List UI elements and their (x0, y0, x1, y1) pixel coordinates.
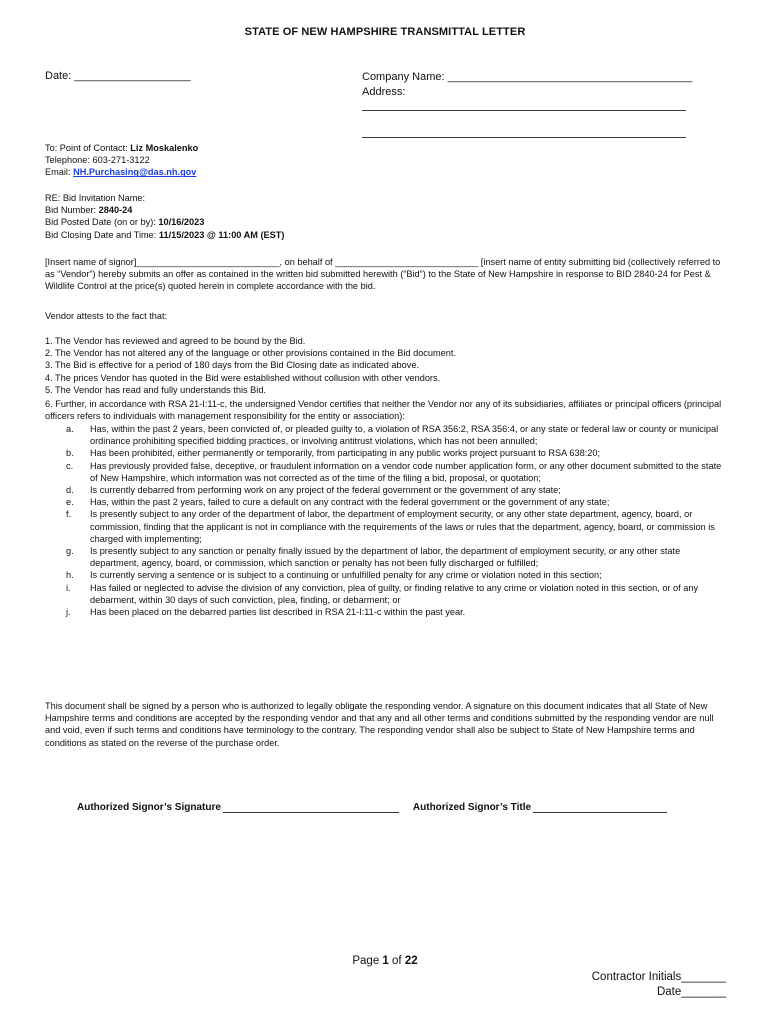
email-link[interactable]: NH.Purchasing@das.nh.gov (73, 167, 197, 178)
sublist-letter: j. (66, 607, 71, 618)
list-item: 2. The Vendor has not altered any of the language or other provisions contained in the Bid document. (45, 348, 456, 359)
sublist-letter: g. (66, 546, 74, 557)
closing-date-label: Bid Closing Date and Time: (45, 229, 157, 240)
sublist-text: Is presently subject to any sanction or penalty finally issued by the department of labor, the department of employment security, or any other state department, agency, board, or commission, which sanction or penalty has not been fully discharged or fulfilled; (90, 546, 681, 569)
offer-paragraph: [Insert name of signor]____________________________, on behalf of ____________________________ [insert name of entity submitting bid (collectively referred to as “Vendor”) hereby submits an offer as contained in the written bid submitted herewith (“Bid”) to the State of New Hampshire in response to BID 2840-24 for Pest & Wildlife Control at the price(s) quoted herein in complete accordance with the bid. (45, 257, 721, 292)
contact-name: Liz Moskalenko (130, 143, 199, 153)
sublist-letter: f. (66, 509, 72, 520)
address-line-1 (362, 110, 686, 111)
sublist-item (66, 569, 726, 581)
signor-title-line[interactable] (533, 802, 667, 813)
company-block (362, 70, 692, 100)
sublist-item (66, 606, 726, 618)
sublist-letter: i. (66, 582, 71, 593)
page-current: 1 (382, 955, 389, 967)
sublist-text: Has been placed on the debarred parties list described in RSA 21-I:11-c within the past year. (90, 607, 466, 618)
sublist-letter: b. (66, 448, 74, 459)
page-number (0, 955, 770, 967)
sublist-item (66, 484, 726, 496)
contractor-initials: Contractor Initials_______ (591, 971, 726, 983)
page-of: of (392, 955, 402, 967)
list-item: 1. The Vendor has reviewed and agreed to be bound by the Bid. (45, 336, 306, 346)
telephone-line: Telephone: 603-271-3122 (45, 155, 150, 166)
sublist-item (66, 545, 726, 569)
list-item-6: 6. Further, in accordance with RSA 21-I:11-c, the undersigned Vendor certifies that neither the Vendor nor any of its subsidiaries, affiliates or principal officers (principal officers refers to individuals with management responsibility for the entity or association): (45, 399, 722, 422)
sublist-item (66, 447, 726, 459)
signature-line[interactable] (223, 802, 399, 813)
signature-label: Authorized Signor’s Signature (77, 802, 221, 813)
posted-date-label: Bid Posted Date (on or by): (45, 217, 156, 228)
sublist-text: Is currently serving a sentence or is subject to a continuing or unfulfilled penalty for any crime or violation noted in this section; (90, 570, 602, 581)
closing-date-line (45, 229, 745, 241)
attests-heading: Vendor attests to the fact that: (45, 311, 168, 321)
posted-date-value: 10/16/2023 (158, 217, 205, 228)
bid-name-line: RE: Bid Invitation Name: (45, 193, 146, 203)
sublist-text: Is currently debarred from performing work on any project of the federal government or the government of any state; (90, 485, 561, 496)
closing-date-value: 11/15/2023 @ 11:00 AM (EST) (158, 229, 285, 240)
sublist-text: Has failed or neglected to advise the division of any conviction, plea of guilty, or finding relative to any crime or violation noted in this section, or of any debarment, within 30 days of such conviction, plea, finding, or debarment; or (90, 582, 699, 605)
bid-info-block (45, 192, 745, 241)
sublist-item (66, 423, 726, 447)
address-line-2 (362, 137, 686, 138)
page-prefix: Page (352, 955, 380, 967)
bid-number-line (45, 204, 745, 216)
contact-label: To: Point of Contact: (45, 143, 128, 153)
company-name-field: Company Name: ________________________________________ (362, 71, 693, 83)
footer-initials-block (540, 970, 726, 1000)
contact-line (45, 142, 745, 154)
signor-title-label: Authorized Signor’s Title (412, 802, 532, 813)
email-label: Email: (45, 167, 71, 178)
sublist-text: Has been prohibited, either permanently or temporarily, from participating in any public works project pursuant to RSA 638:20; (90, 448, 600, 459)
date-field: Date: ___________________ (45, 70, 191, 82)
sublist-text: Has previously provided false, deceptive, or fraudulent information on a vendor code number application form, or any other document submitted to the state of New Hampshire, which information was not corrected as of the time of the filing a bid, proposal, or quotation; (90, 460, 722, 483)
sublist-item (66, 460, 726, 484)
certification-sublist (66, 423, 726, 618)
sublist-text: Has, within the past 2 years, been convicted of, or pleaded guilty to, a violation of RSA 356:2, RSA 356:4, or any state or federal law or county or municipal ordinance prohibiting specified bidding practices, or involving antitrust violations, which has not been annulled; (90, 424, 719, 447)
signature-row (77, 802, 667, 813)
page-total: 22 (404, 955, 418, 967)
signature-terms-paragraph: This document shall be signed by a person who is authorized to legally obligate the responding vendor. A signature on this document indicates that all State of New Hampshire terms and conditions are accepted by the responding vendor and that any and all other terms and conditions submitted by the responding vendor are null and void, even if such terms and conditions have terminology to the contrary. The responding vendor shall also be subject to State of New Hampshire terms and conditions as stated on the reverse of the purchase order. (45, 701, 714, 748)
list-item: 4. The prices Vendor has quoted in the Bid were established without collusion with other vendors. (45, 372, 441, 383)
list-item: 5. The Vendor has read and fully understands this Bid. (45, 384, 266, 395)
bid-number-value: 2840-24 (98, 205, 133, 216)
email-line (45, 166, 745, 178)
footer-date: Date_______ (656, 986, 726, 998)
document-title: STATE OF NEW HAMPSHIRE TRANSMITTAL LETTER (244, 26, 526, 38)
sublist-letter: d. (66, 485, 74, 496)
sublist-item (66, 496, 726, 508)
sublist-item (66, 582, 726, 606)
list-item: 3. The Bid is effective for a period of 180 days from the Bid Closing date as indicated above. (45, 360, 420, 371)
sublist-text: Has, within the past 2 years, failed to cure a default on any contract with the federal government or the government of any state; (90, 497, 610, 508)
sublist-letter: h. (66, 570, 74, 581)
sublist-letter: e. (66, 497, 74, 508)
sublist-item (66, 508, 726, 545)
contact-block (45, 142, 745, 179)
sublist-text: Is presently subject to any order of the department of labor, the department of employment security, or any other state department, agency, board, or commission, finding that the applicant is not in compliance with the requirements of the laws or rules that the department, agency, board, or commission is charged with implementing; (90, 509, 715, 544)
bid-number-label: Bid Number: (45, 205, 97, 216)
sublist-letter: c. (66, 460, 74, 471)
posted-date-line (45, 216, 745, 228)
sublist-letter: a. (66, 424, 74, 434)
address-label: Address: (362, 86, 406, 98)
attest-list (45, 335, 725, 396)
